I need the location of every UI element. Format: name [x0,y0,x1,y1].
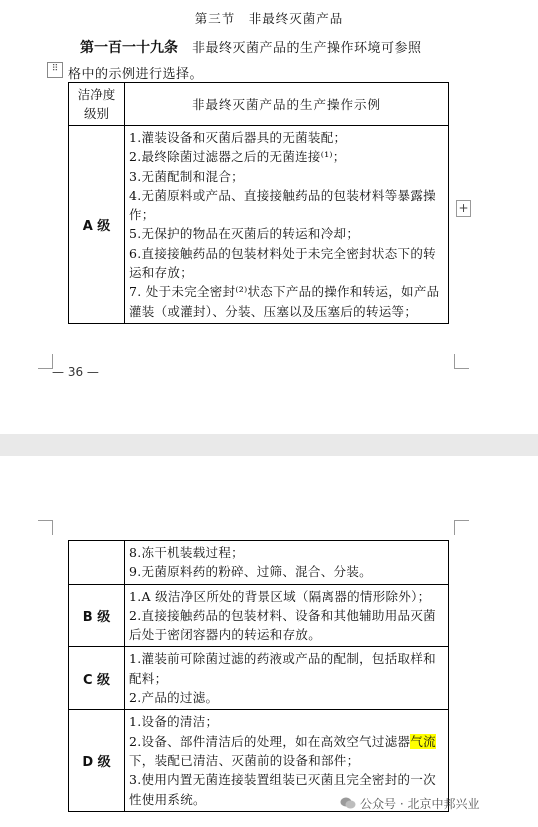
table-row-grade-a-continued [69,541,449,585]
grade-cell: B 级 [69,584,125,647]
list-item: 8.冻干机装载过程； [129,545,244,560]
grade-cell: C 级 [69,647,125,710]
grade-cell: D 级 [69,710,125,811]
page-corner-mark [454,354,469,369]
list-item: 2.直接接触药品的包装材料、设备和其他辅助用品灭菌后处于密闭容器内的转运和存放。 [129,607,436,643]
table-header-row [69,83,449,126]
list-item: 6.直接接触药品的包装材料处于未完全密封状态下的转运和存放； [129,245,436,281]
list-item: 1.灌装前可除菌过滤的药液或产品的配制，包括取样和配料； [129,651,436,686]
production-operation-table [68,82,449,324]
operation-examples-cell [125,584,449,647]
page-number: — 36 — [52,365,99,379]
list-item: 3.使用内置无菌连接装置组装已灭菌且完全密封的一次性使用系统。 [129,772,436,807]
watermark-text: 公众号 · 北京中邦兴业 [360,797,480,811]
page-corner-mark [454,520,469,535]
table-row-grade-c [69,647,449,710]
list-item: 4.无菌原料或产品、直接接触药品的包装材料等暴露操作； [129,187,436,223]
list-item: 2.最终除菌过滤器之后的无菌连接⁽¹⁾； [129,149,346,165]
article-heading [80,37,422,57]
list-item: 1.设备的清洁； [129,714,219,730]
grade-cell [69,541,125,585]
section-title: 第三节 非最终灭菌产品 [194,11,344,26]
article-text-line-1: 非最终灭菌产品的生产操作环境可参照 [192,41,422,56]
page-corner-mark [38,354,53,369]
page-gap [0,434,538,456]
highlighted-text: 气流 [410,733,436,749]
operation-examples-cell [125,647,449,710]
page-corner-mark [38,520,53,535]
list-item: 2.设备、部件清洁后的处理，如在高效空气过滤器气流下，装配已清洁、灭菌前的设备和部件； [129,733,436,768]
table-move-handle-icon[interactable]: ⠿ [47,62,63,78]
list-item: 1.A 级洁净区所处的背景区域（隔离器的情形除外）； [129,588,431,604]
list-item: 1.灌装设备和灭菌后器具的无菌装配； [129,130,347,145]
article-text-line-2: 格中的示例进行选择。 [68,67,204,82]
grade-cell: A 级 [69,126,125,324]
list-item: 5.无保护的物品在灭菌后的转运和冷却； [129,226,360,242]
add-row-button[interactable]: + [456,200,471,217]
table-row-grade-a [69,126,449,324]
list-item: 3.无菌配制和混合； [129,168,244,184]
list-item: 2.产品的过滤。 [129,690,219,706]
operation-examples-cell [125,541,449,585]
list-item: 7. 处于未完全密封⁽²⁾状态下产品的操作和转运，如产品灌装（或灌封）、分装、压塞以及压塞后的转运等； [129,284,440,319]
table-row-grade-b [69,584,449,647]
list-item: 9.无菌原料药的粉碎、过筛、混合、分装。 [129,564,372,580]
article-number: 第一百一十九条 [80,40,178,56]
header-cleanliness-grade: 洁净度级别 [69,83,125,126]
production-operation-table-continued [68,540,449,812]
operation-examples-cell [125,126,449,324]
wechat-watermark [340,795,479,812]
wechat-icon [340,796,356,810]
header-operation-examples: 非最终灭菌产品的生产操作示例 [125,83,449,126]
